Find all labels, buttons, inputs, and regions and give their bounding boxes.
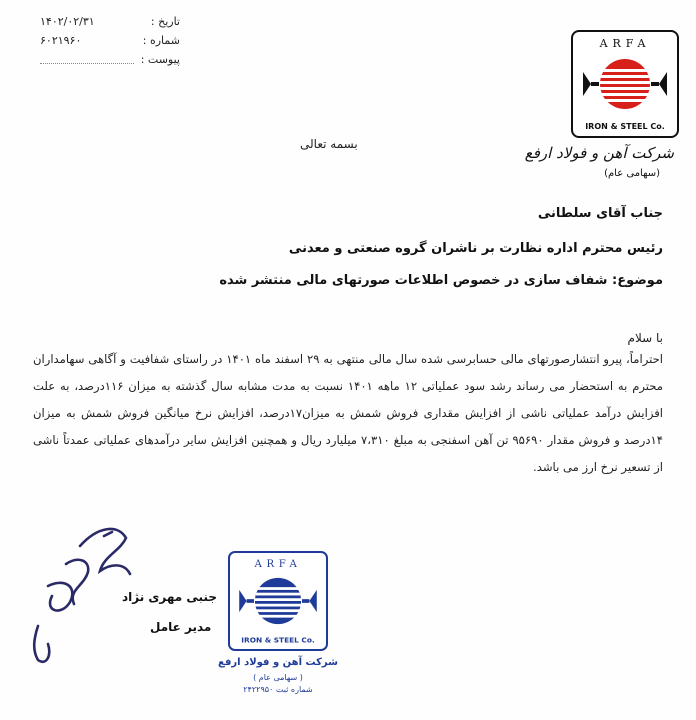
greeting: با سلام xyxy=(627,331,663,345)
stamp-company-name: شرکت آهن و فولاد ارفع xyxy=(218,657,338,668)
svg-text:ARFA: ARFA xyxy=(254,558,302,570)
svg-text:IRON & STEEL Co.: IRON & STEEL Co. xyxy=(241,635,315,645)
date-row xyxy=(40,12,180,31)
stamp-registration: شماره ثبت ۲۴۲۲۹۵۰ xyxy=(243,685,313,694)
letter-body: احتراماً، پیرو انتشارصورتهای مالی حسابرسی شده سال مالی منتهی به ۲۹ اسفند ماه ۱۴۰۱ در راستای شفافیت و آگاهی سهامداران محترم به استحضار می رساند رشد سود عملیاتی ۱۲ ماهه ۱۴۰۱ نسبت به مدت مشابه سال گذشته به میزان ۱۱۶درصد، به علت افزایش درآمد عملیاتی ناشی از افزایش مقداری فروش شمش به میزان۱۷درصد، افزایش نرخ میانگین فروش شمش به میزان ۱۴درصد و فروش مقدار ۹۵۶۹۰ تن آهن اسفنجی به مبلغ ۷،۳۱۰ میلیارد ریال و همچنین افزایش سایر درآمدهای عملیاتی عمدتاً ناشی از تسعیر نرخ ارز می باشد. xyxy=(33,352,664,474)
stamp-company-subtitle: ( سهامی عام ) xyxy=(253,673,303,682)
besmeh-heading: بسمه تعالی xyxy=(300,137,358,151)
signer-name: جنبی مهری نژاد xyxy=(122,590,217,604)
company-name: شرکت آهن و فولاد ارفع xyxy=(524,144,674,162)
attachment-label: پیوست : xyxy=(140,53,180,66)
signer-title: مدیر عامل xyxy=(150,620,212,634)
svg-text:ARFA: ARFA xyxy=(599,37,651,50)
attachment-dots xyxy=(40,63,134,64)
number-row xyxy=(40,31,180,50)
attachment-row xyxy=(40,50,180,69)
company-stamp xyxy=(228,551,328,651)
date-value: ۱۴۰۲/۰۲/۳۱ xyxy=(40,15,95,28)
date-label: تاریخ : xyxy=(150,15,180,28)
number-value: ۶۰۲۱۹۶۰ xyxy=(40,34,82,47)
company-subtitle: (سهامی عام) xyxy=(604,168,660,179)
recipient-title: رئیس محترم اداره نظارت بر ناشران گروه صنعتی و معدنی xyxy=(288,241,663,256)
company-logo xyxy=(571,30,679,138)
stamp-graphic xyxy=(230,553,326,649)
number-label: شماره : xyxy=(142,34,180,47)
letter-meta xyxy=(40,12,180,69)
svg-text:IRON & STEEL Co.: IRON & STEEL Co. xyxy=(585,122,665,131)
recipient-name: جناب آقای سلطانی xyxy=(537,206,663,221)
logo-graphic xyxy=(573,32,677,136)
letter-subject: موضوع: شفاف سازی در خصوص اطلاعات صورتهای مالی منتشر شده xyxy=(219,273,663,288)
